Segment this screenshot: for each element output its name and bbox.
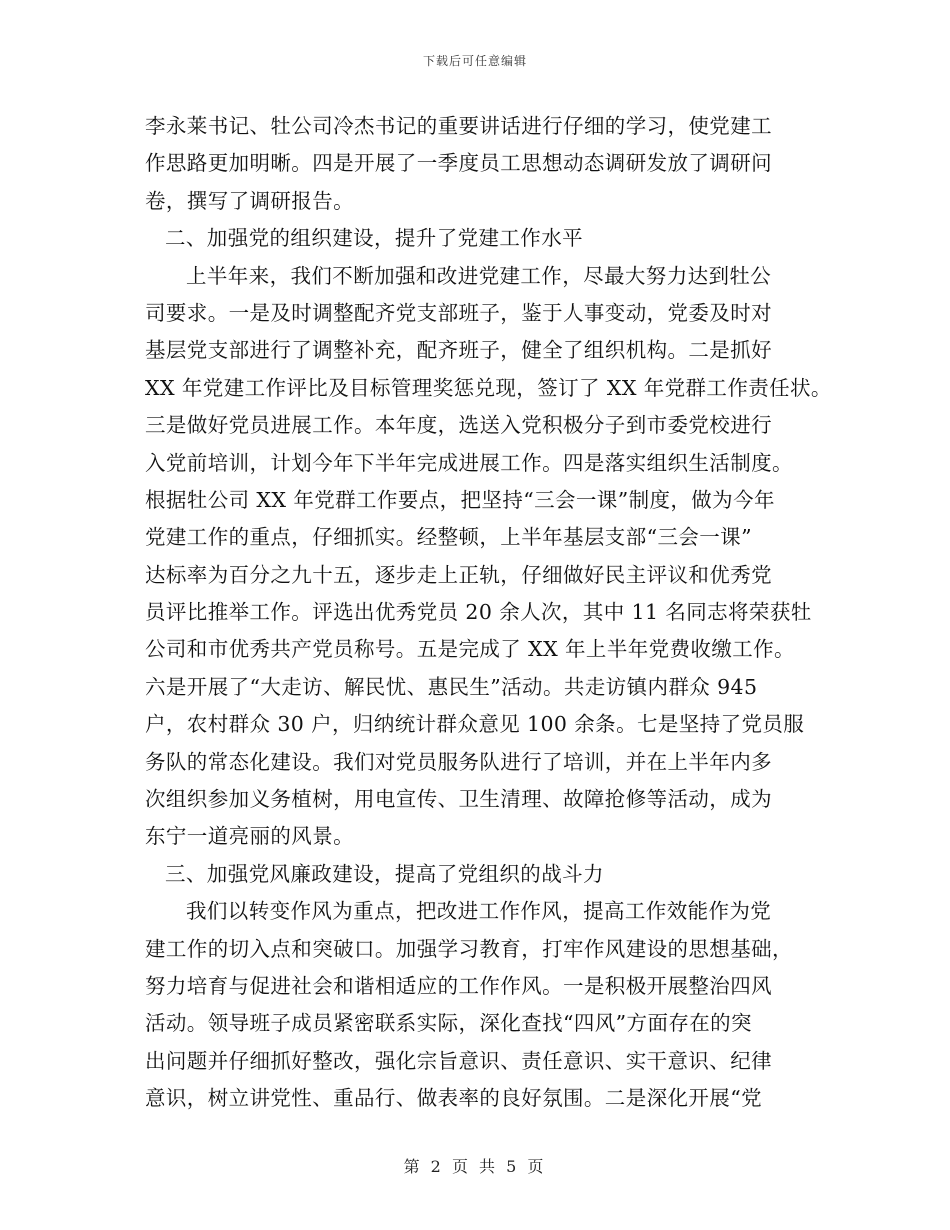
body-line: 作思路更加明晰。四是开展了一季度员工思想动态调研发放了调研问 — [145, 151, 772, 176]
body-line: 次组织参加义务植树，用电宣传、卫生清理、故障抢修等活动，成为 — [145, 787, 772, 812]
page-number: 第 2 页 共 5 页 — [403, 1157, 547, 1176]
paragraph-start: 我们以转变作风为重点，把改进工作作风，提高工作效能作为党 — [186, 899, 772, 924]
body-line: XX 年党建工作评比及目标管理奖惩兑现，签订了 XX 年党群工作责任状。 — [145, 375, 832, 400]
body-line: 基层党支部进行了调整补充，配齐班子，健全了组织机构。二是抓好 — [145, 338, 772, 363]
body-line: 户，农村群众 30 户，归纳统计群众意见 100 余条。七是坚持了党员服 — [145, 712, 805, 737]
section-heading-2: 二、加强党的组织建设，提升了党建工作水平 — [165, 226, 583, 251]
body-line: 根据牡公司 XX 年党群工作要点，把坚持“三会一课”制度，做为今年 — [145, 487, 775, 512]
body-line: 达标率为百分之九十五，逐步走上正轨，仔细做好民主评议和优秀党 — [145, 562, 772, 587]
document-body — [145, 108, 835, 1118]
body-line: 李永莱书记、牡公司冷杰书记的重要讲话进行仔细的学习，使党建工 — [145, 114, 772, 138]
body-line: 入党前培训，计划今年下半年完成进展工作。四是落实组织生活制度。 — [145, 450, 793, 475]
body-line: 党建工作的重点，仔细抓实。经整顿，上半年基层支部“三会一课” — [145, 525, 752, 550]
page-header-note: 下载后可任意编辑 — [422, 54, 527, 68]
body-line: 活动。领导班子成员紧密联系实际，深化查找“四风”方面存在的突 — [145, 1011, 752, 1036]
body-line: 卷，撰写了调研报告。 — [145, 188, 354, 213]
body-line: 东宁一道亮丽的风景。 — [145, 824, 354, 849]
body-line: 意识，树立讲党性、重品行、做表率的良好氛围。二是深化开展“党 — [145, 1086, 762, 1111]
body-line: 出问题并仔细抓好整改，强化宗旨意识、责任意识、实干意识、纪律 — [145, 1048, 772, 1073]
section-heading-3: 三、加强党风廉政建设，提高了党组织的战斗力 — [165, 861, 604, 886]
body-line: 三是做好党员进展工作。本年度，选送入党积极分子到市委党校进行 — [145, 413, 772, 438]
body-line: 务队的常态化建设。我们对党员服务队进行了培训，并在上半年内多 — [145, 749, 772, 774]
body-line: 建工作的切入点和突破口。加强学习教育，打牢作风建设的思想基础， — [145, 936, 793, 961]
body-line: 努力培育与促进社会和谐相适应的工作作风。一是积极开展整治四风 — [145, 973, 772, 998]
body-line: 六是开展了“大走访、解民忧、惠民生”活动。共走访镇内群众 945 — [145, 674, 758, 699]
body-line: 司要求。一是及时调整配齐党支部班子，鉴于人事变动，党委及时对 — [145, 300, 772, 325]
paragraph-start: 上半年来，我们不断加强和改进党建工作，尽最大努力达到牡公 — [186, 263, 772, 288]
body-line: 公司和市优秀共产党员称号。五是完成了 XX 年上半年党费收缴工作。 — [145, 637, 795, 662]
body-line: 员评比推举工作。评选出优秀党员 20 余人次，其中 11 名同志将荣获牡 — [145, 600, 812, 625]
